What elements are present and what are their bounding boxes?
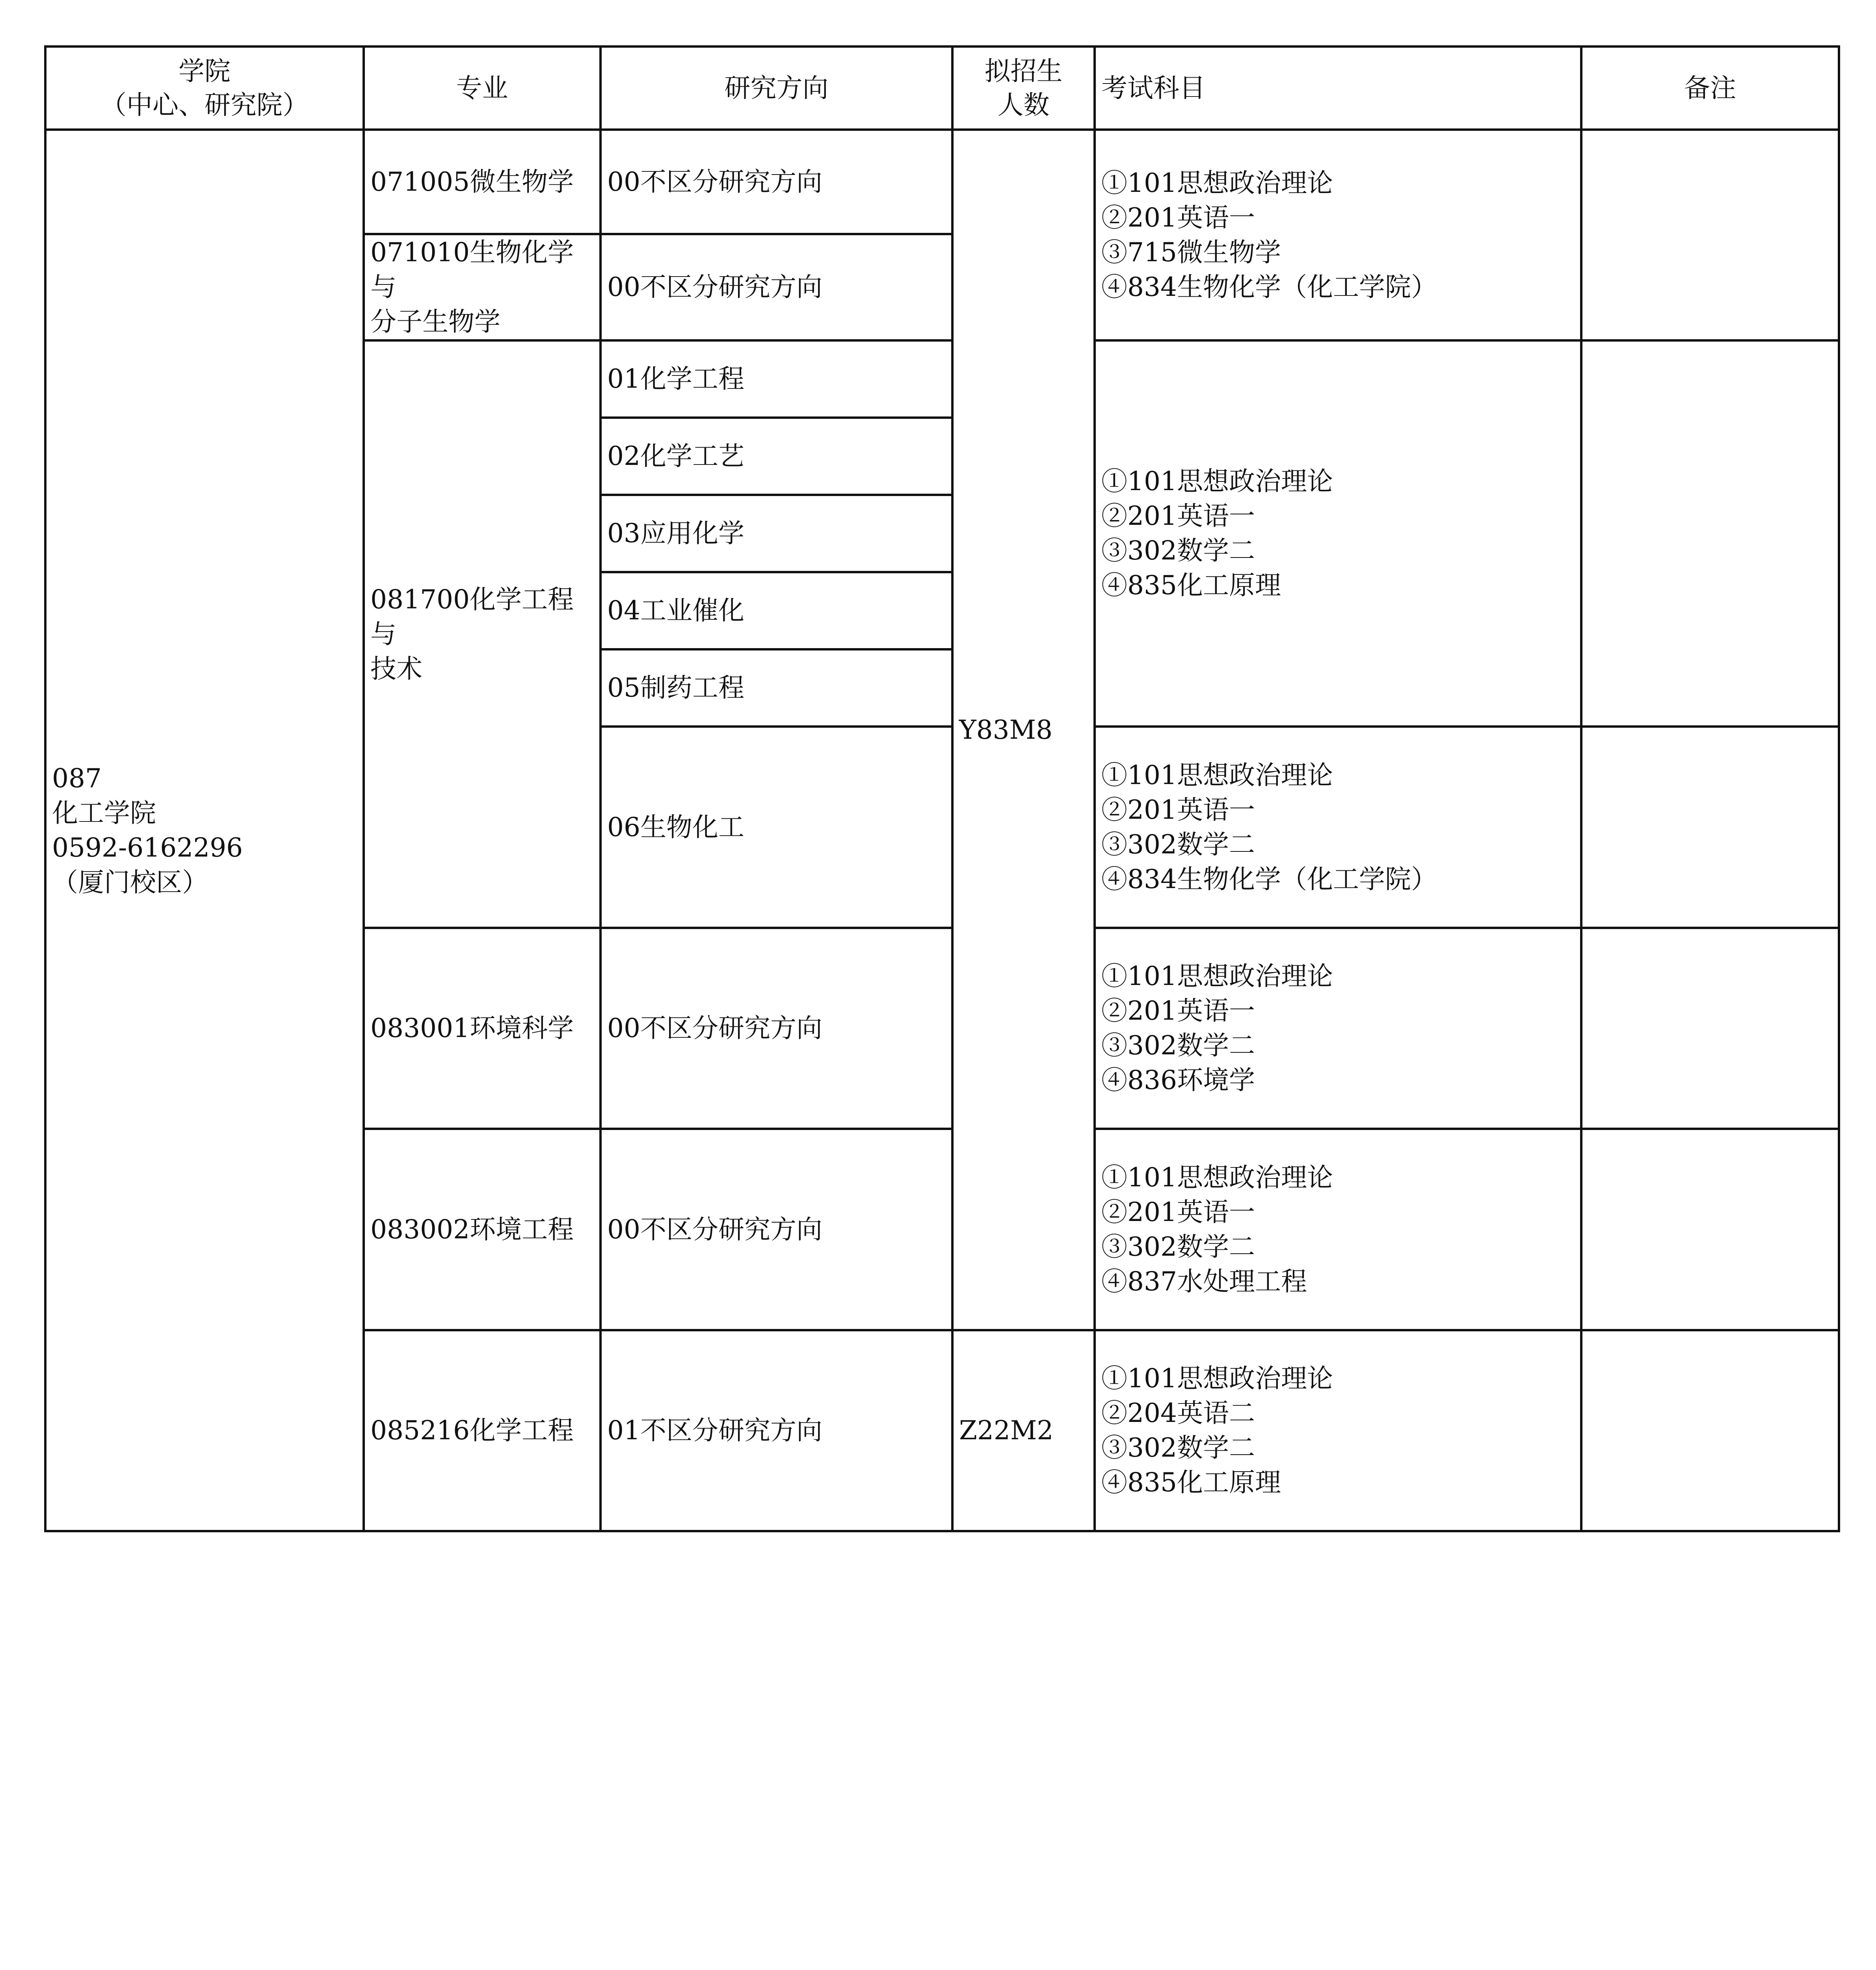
remarks-cell [1581, 130, 1839, 340]
college-cell: 087 化工学院 0592-6162296 （厦门校区） [45, 130, 364, 1531]
direction-cell: 06生物化工 [601, 727, 952, 928]
exam-subjects-cell: ①101思想政治理论 ②201英语一 ③302数学二 ④835化工原理 [1095, 340, 1581, 727]
direction-cell: 00不区分研究方向 [601, 130, 952, 234]
remarks-cell [1581, 340, 1839, 727]
direction-cell: 00不区分研究方向 [601, 1129, 952, 1330]
exam-subjects-cell: ①101思想政治理论 ②201英语一 ③302数学二 ④834生物化学（化工学院） [1095, 727, 1581, 928]
direction-cell: 03应用化学 [601, 495, 952, 572]
header-enrollment: 拟招生 人数 [952, 46, 1095, 130]
header-college: 学院 （中心、研究院） [45, 46, 364, 130]
header-row [45, 46, 1839, 130]
table-row [45, 130, 1839, 234]
exam-subjects-cell: ①101思想政治理论 ②204英语二 ③302数学二 ④835化工原理 [1095, 1330, 1581, 1531]
enrollment-professional-cell: Z22M2 [952, 1330, 1095, 1531]
enrollment-academic-cell: Y83M8 [952, 130, 1095, 1330]
major-cell: 071010生物化学与 分子生物学 [364, 234, 601, 340]
remarks-cell [1581, 1330, 1839, 1531]
exam-subjects-cell: ①101思想政治理论 ②201英语一 ③715微生物学 ④834生物化学（化工学院） [1095, 130, 1581, 340]
major-cell: 081700化学工程与 技术 [364, 340, 601, 928]
direction-cell: 00不区分研究方向 [601, 928, 952, 1129]
header-direction: 研究方向 [601, 46, 952, 130]
remarks-cell [1581, 928, 1839, 1129]
direction-cell: 01不区分研究方向 [601, 1330, 952, 1531]
major-cell: 083001环境科学 [364, 928, 601, 1129]
remarks-cell [1581, 727, 1839, 928]
exam-subjects-cell: ①101思想政治理论 ②201英语一 ③302数学二 ④836环境学 [1095, 928, 1581, 1129]
direction-cell: 01化学工程 [601, 340, 952, 418]
exam-subjects-cell: ①101思想政治理论 ②201英语一 ③302数学二 ④837水处理工程 [1095, 1129, 1581, 1330]
major-cell: 085216化学工程 [364, 1330, 601, 1531]
remarks-cell [1581, 1129, 1839, 1330]
direction-cell: 00不区分研究方向 [601, 234, 952, 340]
direction-cell: 05制药工程 [601, 649, 952, 727]
direction-cell: 02化学工艺 [601, 418, 952, 495]
header-exams: 考试科目 [1095, 46, 1581, 130]
admissions-table [44, 45, 1840, 1532]
major-cell: 083002环境工程 [364, 1129, 601, 1330]
major-cell: 071005微生物学 [364, 130, 601, 234]
header-major: 专业 [364, 46, 601, 130]
direction-cell: 04工业催化 [601, 572, 952, 649]
header-remarks: 备注 [1581, 46, 1839, 130]
